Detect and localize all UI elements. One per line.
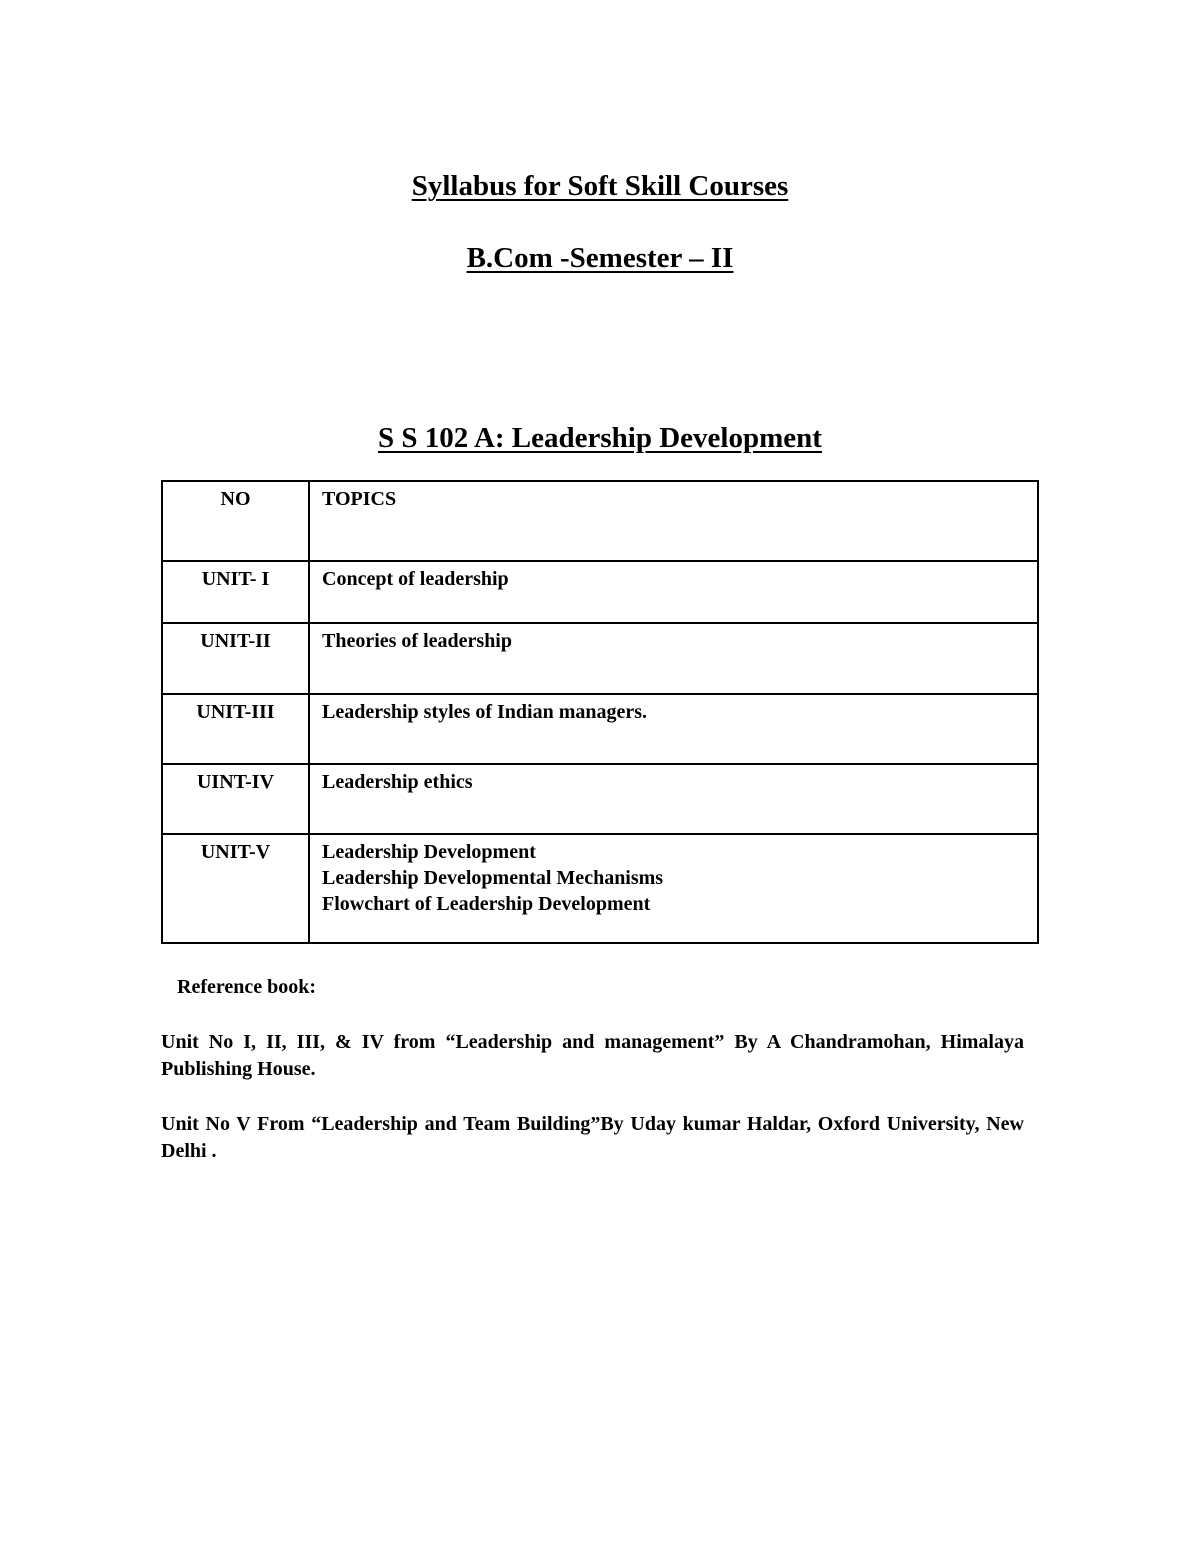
topic-line: Theories of leadership	[322, 630, 512, 652]
reference-item: Unit No I, II, III, & IV from “Leadership and management” By A Chandramohan, Himalaya Publishing House.	[161, 1031, 1024, 1080]
semester-heading: B.Com -Semester – II	[466, 242, 734, 274]
table-row	[162, 694, 1038, 764]
unit-number: UNIT-III	[162, 694, 309, 764]
reference-label: Reference book:	[177, 976, 317, 998]
unit-topics	[309, 694, 1038, 764]
unit-number: UINT-IV	[162, 764, 309, 834]
unit-topics	[309, 623, 1038, 694]
topic-line: Leadership styles of Indian managers.	[322, 701, 648, 723]
table-row	[162, 834, 1038, 943]
unit-number: UNIT- I	[162, 561, 309, 623]
course-heading: S S 102 A: Leadership Development	[378, 422, 822, 454]
table-header-row	[162, 481, 1038, 561]
topic-line: Leadership ethics	[322, 771, 473, 793]
unit-topics	[309, 764, 1038, 834]
topic-line: Leadership Developmental Mechanisms	[322, 867, 664, 889]
topic-line: Flowchart of Leadership Development	[322, 893, 651, 915]
unit-topics	[309, 834, 1038, 943]
header-no: NO	[162, 481, 309, 561]
topic-line: Concept of leadership	[322, 568, 509, 590]
page-title: Syllabus for Soft Skill Courses	[411, 170, 789, 202]
unit-topics	[309, 561, 1038, 623]
table-row	[162, 623, 1038, 694]
unit-number: UNIT-II	[162, 623, 309, 694]
topic-line: Leadership Development	[322, 841, 536, 863]
table-row	[162, 764, 1038, 834]
table-row	[162, 561, 1038, 623]
header-topics: TOPICS	[309, 481, 1038, 561]
unit-number: UNIT-V	[162, 834, 309, 943]
units-table	[161, 480, 1039, 944]
reference-item: Unit No V From “Leadership and Team Building”By Uday kumar Haldar, Oxford University, New Delhi .	[161, 1113, 1024, 1162]
